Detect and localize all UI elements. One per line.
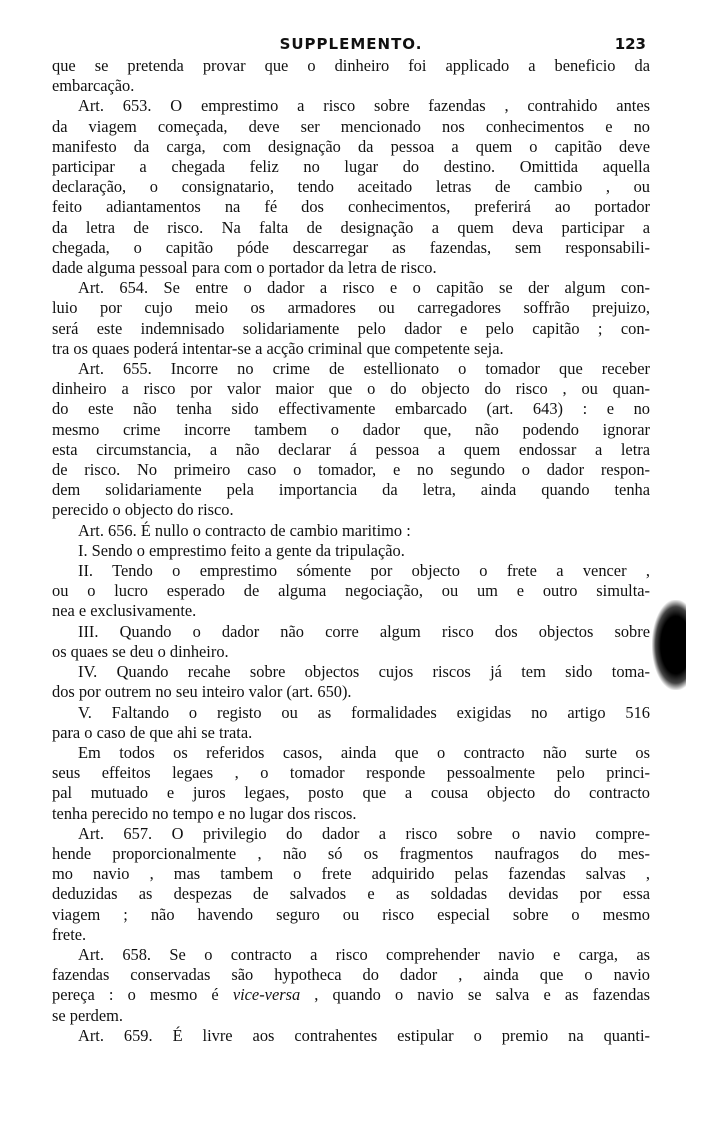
text-line: deduzidas as despezas de salvados e as soldadas devidas por essa xyxy=(52,884,650,904)
paragraph-art-659 xyxy=(52,1026,650,1046)
text-line: frete. xyxy=(52,924,87,944)
text-line: para o caso de que ahi se trata. xyxy=(52,722,253,742)
text-line: Art. 654. Se entre o dador a risco e o capitão se der algum con- xyxy=(78,278,650,298)
text-line: declaração, o consignatario, tendo aceitado letras de cambio , ou xyxy=(52,177,650,197)
text-line: manifesto da carga, com designação da pessoa a quem o capitão deve xyxy=(52,136,650,156)
paragraph-art-657 xyxy=(52,824,650,945)
text-line: I. Sendo o emprestimo feito a gente da tripulação. xyxy=(78,540,405,560)
text-line: da letra de risco. Na falta de designação a quem deva participar a xyxy=(52,217,650,237)
text-line: perecido o objecto do risco. xyxy=(52,500,234,520)
text-line: da viagem começada, deve ser mencionado nos conhecimentos e no xyxy=(52,116,650,136)
paragraph-art-655 xyxy=(52,359,650,521)
paragraph-item-iv xyxy=(52,662,650,702)
text-line: Art. 659. É livre aos contrahentes estipular o premio na quanti- xyxy=(78,1025,650,1045)
paragraph-art-654 xyxy=(52,278,650,359)
paragraph-item-iii xyxy=(52,622,650,662)
text-line: luio por cujo meio os armadores ou carregadores soffrão prejuizo, xyxy=(52,298,650,318)
text-line: nea e exclusivamente. xyxy=(52,601,197,621)
text-line: será este indemnisado solidariamente pelo dador e pelo capitão ; con- xyxy=(52,318,650,338)
text-line: pal mutuado e juros legaes, posto que a cousa objecto do contracto xyxy=(52,783,650,803)
text-line: dem solidariamente pela importancia da letra, ainda quando tenha xyxy=(52,480,650,500)
page-edge-smudge xyxy=(652,600,686,690)
text-line: tenha perecido no tempo e no lugar dos riscos. xyxy=(52,803,357,823)
paragraph-art-653 xyxy=(52,96,650,278)
running-title: SUPPLEMENTO. xyxy=(279,35,423,53)
page-number: 123 xyxy=(614,35,646,53)
text-line: Art. 656. É nullo o contracto de cambio maritimo : xyxy=(78,520,411,540)
text-line: III. Quando o dador não corre algum risco dos objectos sobre xyxy=(78,621,650,641)
body-text xyxy=(52,56,650,1046)
paragraph-em-todos xyxy=(52,743,650,824)
text-line: IV. Quando recahe sobre objectos cujos riscos já tem sido toma- xyxy=(78,662,650,682)
text-line: II. Tendo o emprestimo sómente por objecto o frete a vencer , xyxy=(78,561,650,581)
text-line: se perdem. xyxy=(52,1005,123,1025)
book-page xyxy=(52,30,650,1046)
text-line: Art. 658. Se o contracto a risco comprehender navio e carga, as xyxy=(78,944,650,964)
paragraph-art-656 xyxy=(52,521,650,541)
text-line: dos por outrem no seu inteiro valor (art. 650). xyxy=(52,682,352,702)
text-line: chegada, o capitão póde descarregar as fazendas, sem responsabili- xyxy=(52,237,650,257)
paragraph-item-ii xyxy=(52,561,650,622)
text-line: mesmo crime incorre tambem o dador que, não podendo ignorar xyxy=(52,419,650,439)
text-line: tra os quaes poderá intentar-se a acção criminal que competente seja. xyxy=(52,338,504,358)
text-line: pereça : o mesmo é vice-versa , quando o navio se salva e as fazendas xyxy=(52,985,650,1005)
paragraph-item-i xyxy=(52,541,650,561)
text-line: Art. 655. Incorre no crime de estellionato o tomador que receber xyxy=(78,359,650,379)
page-header xyxy=(52,30,650,54)
text-line: participar a chegada feliz no lugar do destino. Omittida aquella xyxy=(52,157,650,177)
text-line: viagem ; não havendo seguro ou risco especial sobre o mesmo xyxy=(52,904,650,924)
text-line: mo navio , mas tambem o frete adquirido pelas fazendas salvas , xyxy=(52,864,650,884)
text-line: que se pretenda provar que o dinheiro foi applicado a beneficio da xyxy=(52,56,650,75)
text-line: Em todos os referidos casos, ainda que o contracto não surte os xyxy=(78,742,650,762)
text-line: fazendas conservadas são hypotheca do dador , ainda que o navio xyxy=(52,965,650,985)
paragraph-cont xyxy=(52,56,650,96)
paragraph-art-658 xyxy=(52,945,650,1026)
text-line: dinheiro a risco por valor maior que o do objecto do risco , ou quan- xyxy=(52,379,650,399)
text-line: de risco. No primeiro caso o tomador, e no segundo o dador respon- xyxy=(52,460,650,480)
text-line: seus effeitos legaes , o tomador responde pessoalmente pelo princi- xyxy=(52,763,650,783)
text-line: Art. 657. O privilegio do dador a risco sobre o navio compre- xyxy=(78,823,650,843)
text-line: dade alguma pessoal para com o portador da letra de risco. xyxy=(52,258,437,278)
text-line: os quaes se deu o dinheiro. xyxy=(52,641,229,661)
text-line: Art. 653. O emprestimo a risco sobre fazendas , contrahido antes xyxy=(78,96,650,116)
text-line: V. Faltando o registo ou as formalidades exigidas no artigo 516 xyxy=(78,702,650,722)
text-line: ou o lucro esperado de alguma negociação, ou um e outro simulta- xyxy=(52,581,650,601)
text-line: embarcação. xyxy=(52,76,135,96)
text-line: feito adiantamentos na fé dos conhecimentos, preferirá ao portador xyxy=(52,197,650,217)
text-line: do este não tenha sido effectivamente embarcado (art. 643) : e no xyxy=(52,399,650,419)
italic-term: vice-versa xyxy=(232,985,301,1005)
paragraph-item-v xyxy=(52,703,650,743)
text-line: esta circumstancia, a não declarar á pessoa a quem endossar a letra xyxy=(52,439,650,459)
text-line: hende proporcionalmente , não só os fragmentos naufragos do mes- xyxy=(52,843,650,863)
